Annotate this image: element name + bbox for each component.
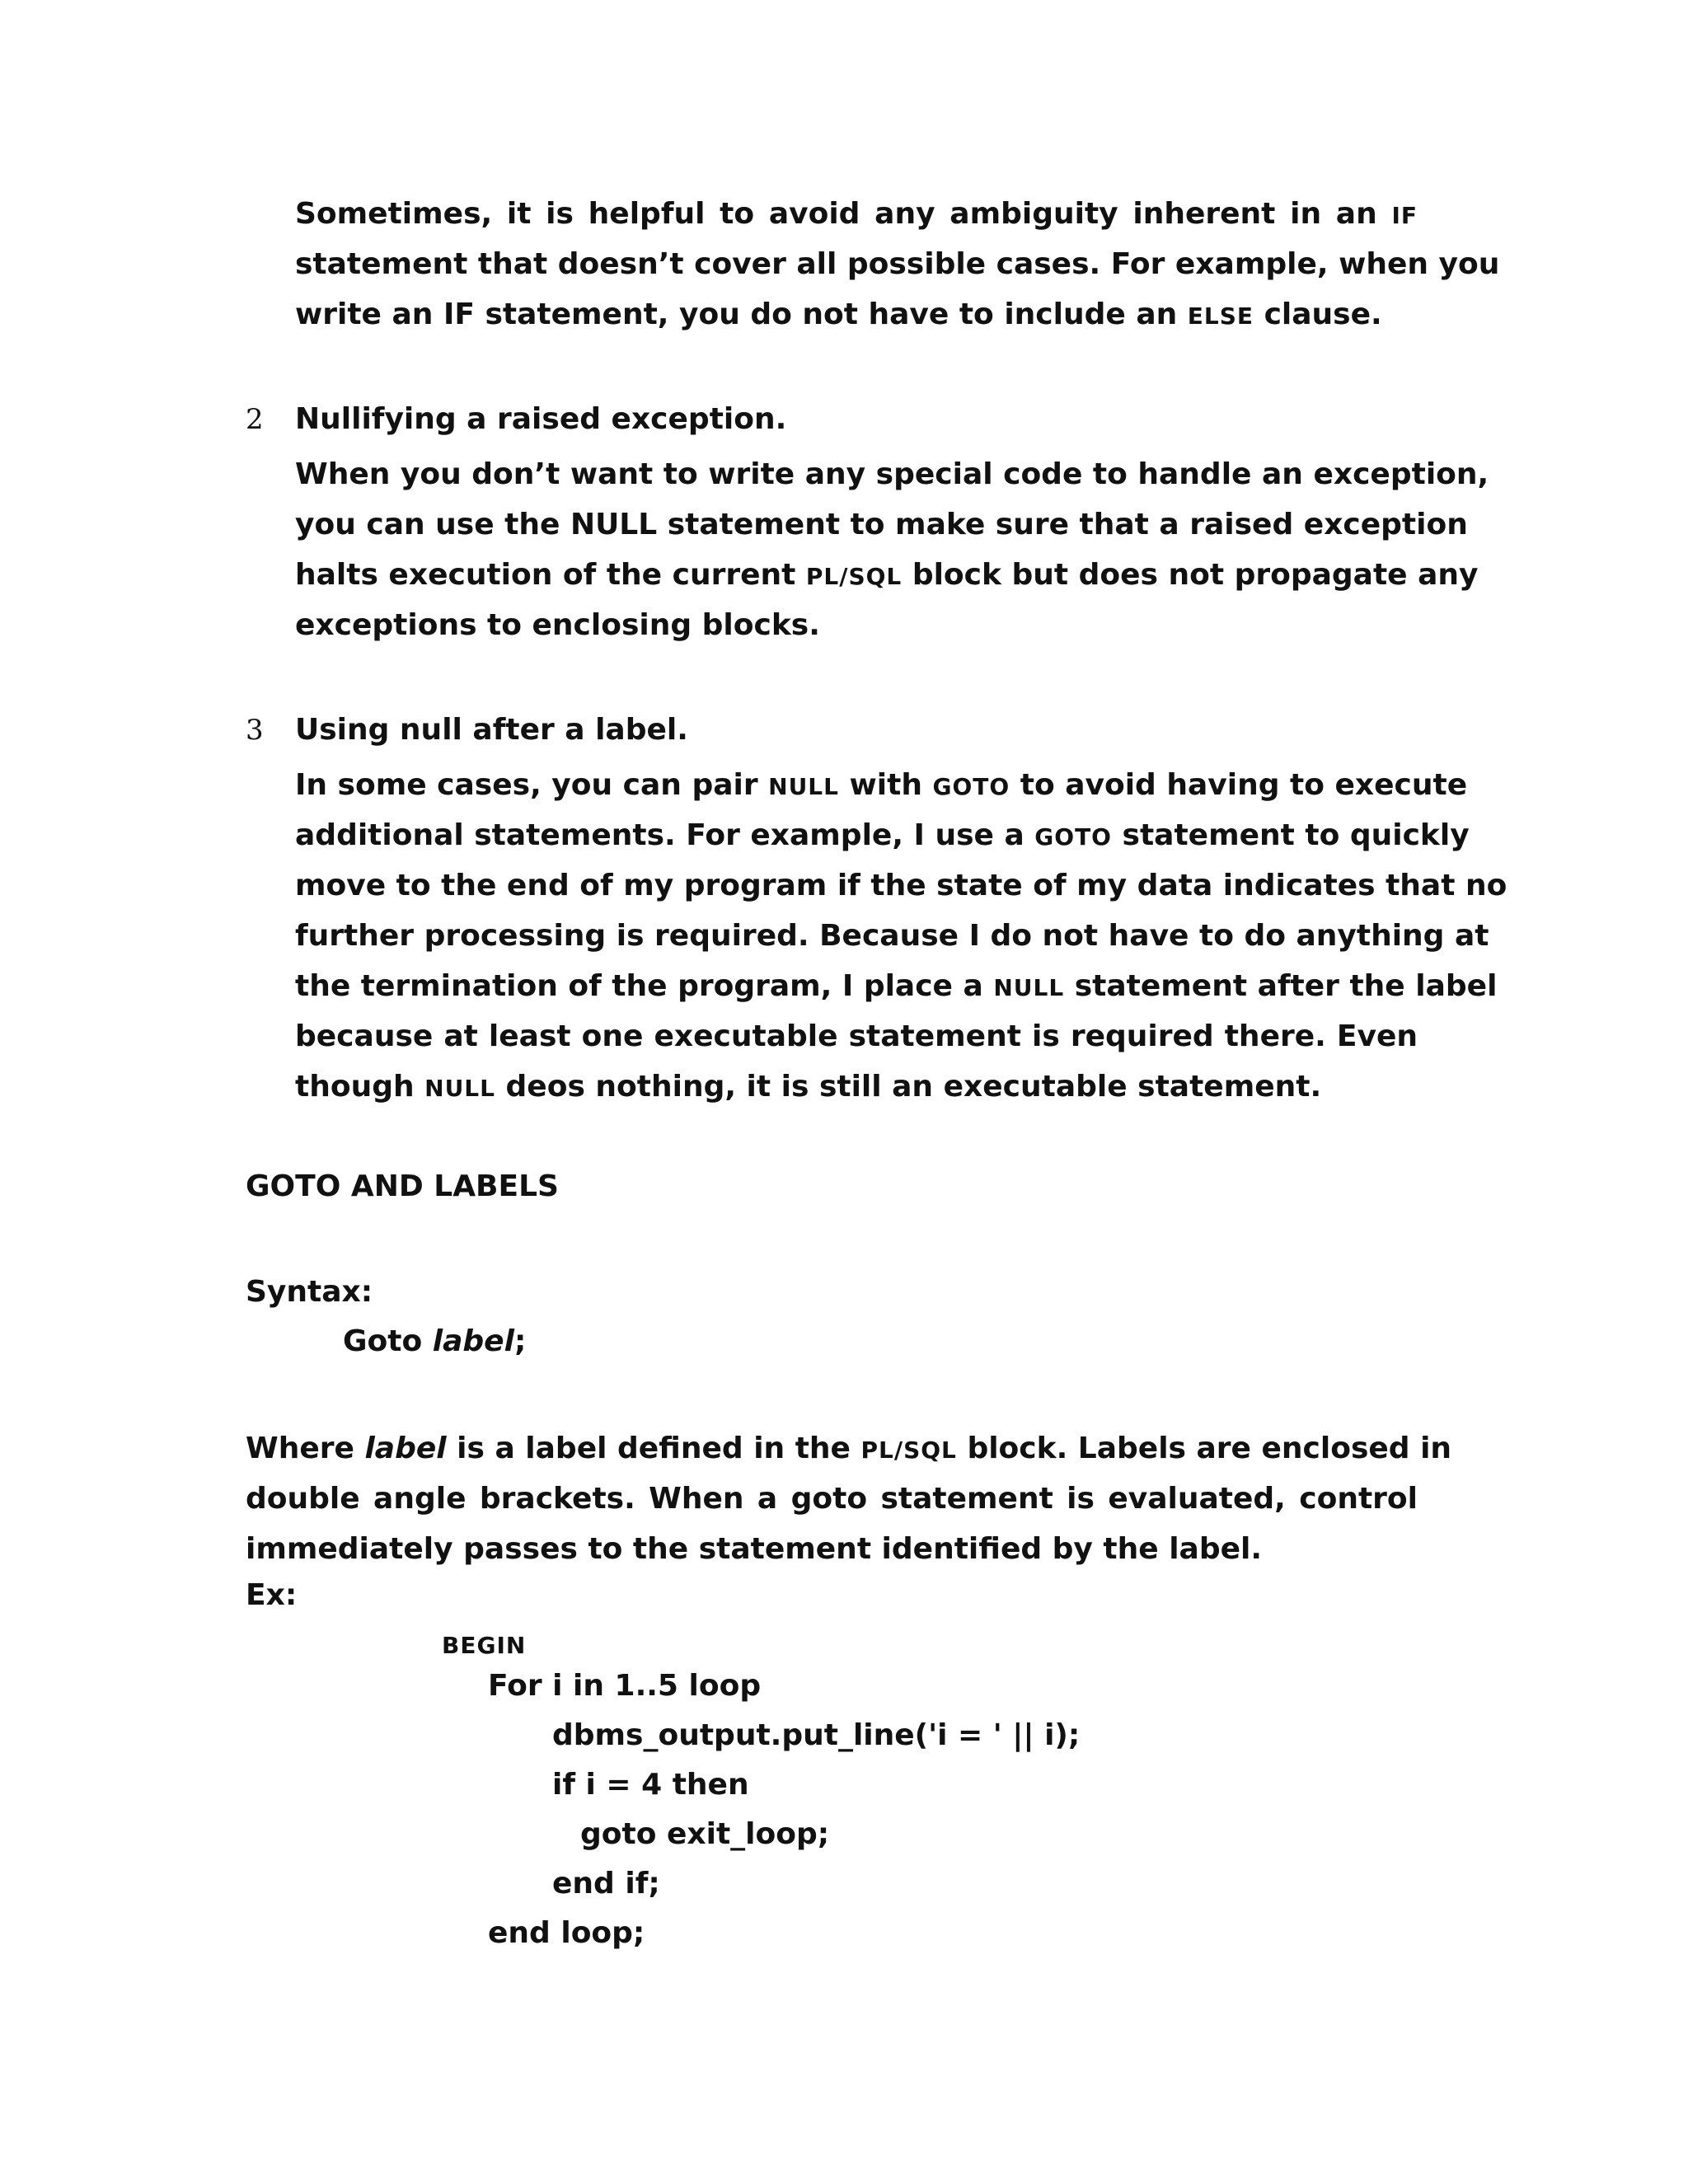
small-caps-term: ELSE: [1187, 302, 1254, 330]
syntax-label: Syntax:: [246, 1275, 373, 1309]
item-3-paragraph: [295, 760, 1507, 1112]
text-line: write an IF statement, you do not have to include an ELSE clause.: [295, 298, 1382, 331]
where-paragraph: [246, 1423, 1452, 1574]
text-line: When you don’t want to write any special code to handle an exception,: [295, 457, 1489, 491]
text-line: immediately passes to the statement identified by the label.: [246, 1532, 1263, 1566]
small-caps-term: PL/SQL: [860, 1436, 957, 1464]
text-line: exceptions to enclosing blocks.: [295, 608, 820, 642]
text-line: because at least one executable statement is required there. Even: [295, 1019, 1418, 1053]
text-line: Where label is a label defined in the PL/SQL block. Labels are enclosed in: [246, 1432, 1452, 1465]
item-2-title: Nullifying a raised exception.: [295, 402, 787, 436]
syntax-line: [343, 1324, 526, 1360]
code-line-end-loop: end loop;: [488, 1916, 645, 1950]
text-line: move to the end of my program if the state of my data indicates that no: [295, 869, 1507, 902]
small-caps-term: NULL: [424, 1075, 495, 1102]
text-line: additional statements. For example, I use a GOTO statement to quickly: [295, 818, 1470, 852]
code-line-for: For i in 1..5 loop: [488, 1669, 762, 1703]
item-2-paragraph: [295, 449, 1489, 650]
text-line: double angle brackets. When a goto statement is evaluated, control: [246, 1482, 1418, 1516]
syntax-argument: label: [432, 1324, 514, 1358]
code-line-if: if i = 4 then: [552, 1768, 749, 1802]
code-line-end-if: end if;: [552, 1867, 660, 1900]
small-caps-term: GOTO: [1034, 823, 1112, 851]
small-caps-term: GOTO: [932, 773, 1010, 800]
italic-term: label: [364, 1432, 447, 1465]
code-line-begin: BEGIN: [442, 1632, 527, 1659]
text-line: In some cases, you can pair NULL with GOTO to avoid having to execute: [295, 768, 1468, 802]
example-label: Ex:: [246, 1578, 298, 1612]
syntax-keyword: Goto: [343, 1324, 433, 1358]
intro-paragraph: [295, 189, 1500, 340]
item-3-title: Using null after a label.: [295, 713, 688, 747]
list-number-2: 2: [246, 403, 264, 436]
small-caps-term: NULL: [768, 773, 839, 800]
text-line: though NULL deos nothing, it is still an executable statement.: [295, 1070, 1322, 1104]
syntax-terminator: ;: [513, 1324, 527, 1358]
list-number-3: 3: [246, 714, 264, 747]
small-caps-term: IF: [1391, 202, 1418, 229]
text-line: halts execution of the current PL/SQL block but does not propagate any: [295, 558, 1479, 592]
small-caps-term: NULL: [993, 974, 1065, 1001]
text-line: statement that doesn’t cover all possible cases. For example, when you: [295, 247, 1500, 281]
small-caps-term: PL/SQL: [805, 563, 903, 590]
text-line: further processing is required. Because I do not have to do anything at: [295, 919, 1489, 953]
text-line: you can use the NULL statement to make sure that a raised exception: [295, 508, 1468, 541]
section-heading: GOTO AND LABELS: [246, 1169, 559, 1203]
code-line-goto: goto exit_loop;: [580, 1817, 830, 1851]
code-line-output: dbms_output.put_line('i = ' || i);: [552, 1718, 1081, 1752]
text-line: Sometimes, it is helpful to avoid any ambiguity inherent in an IF: [295, 197, 1418, 231]
text-line: the termination of the program, I place a NULL statement after the label: [295, 969, 1498, 1003]
